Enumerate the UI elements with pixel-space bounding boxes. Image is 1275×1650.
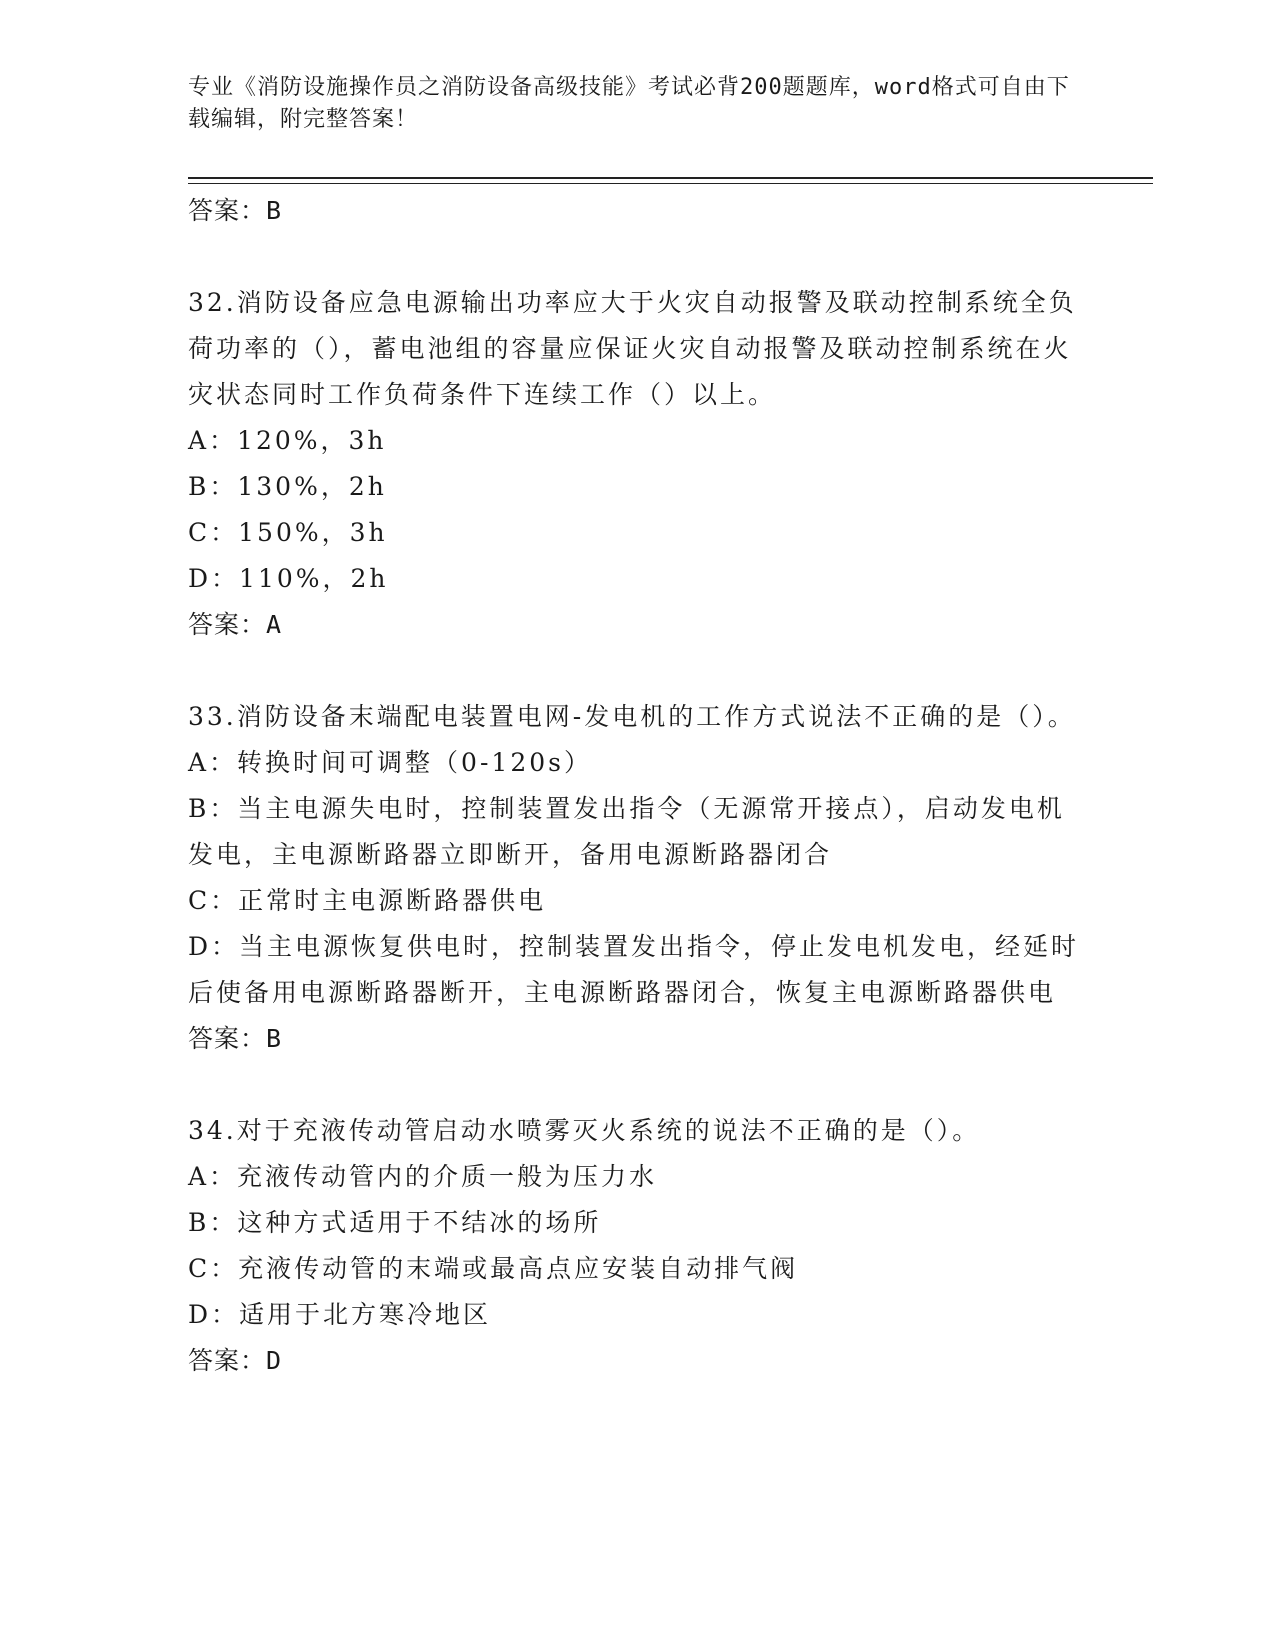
option-b: B：130%，2h (188, 472, 387, 501)
question-stem: 34.对于充液传动管启动水喷雾灭火系统的说法不正确的是（）。 (188, 1116, 981, 1145)
question-stem: 33.消防设备末端配电装置电网-发电机的工作方式说法不正确的是（）。 (188, 702, 1076, 731)
question-answer: 答案：B (188, 1024, 283, 1053)
spacer (188, 1062, 1088, 1108)
question-answer: 答案：D (188, 1346, 283, 1375)
question-32 (188, 280, 1088, 648)
option-b: B：当主电源失电时，控制装置发出指令（无源常开接点），启动发电机发电，主电源断路器立即断开，备用电源断路器闭合 (188, 794, 1065, 869)
question-33 (188, 694, 1088, 1062)
option-d: D：适用于北方寒冷地区 (188, 1300, 492, 1329)
question-list (188, 188, 1088, 1384)
option-c: C：充液传动管的末端或最高点应安装自动排气阀 (188, 1254, 799, 1283)
option-a: A：充液传动管内的介质一般为压力水 (188, 1162, 658, 1191)
option-c: C：150%，3h (188, 518, 388, 547)
option-d: D：110%，2h (188, 564, 389, 593)
option-b: B：这种方式适用于不结冰的场所 (188, 1208, 602, 1237)
header-rule-thick (188, 177, 1153, 179)
spacer (188, 648, 1088, 694)
document-header: 专业《消防设施操作员之消防设备高级技能》考试必背200题题库，word格式可自由下载编辑，附完整答案！ (188, 75, 1070, 132)
option-a: A：120%，3h (188, 426, 387, 455)
previous-answer: 答案：B (188, 196, 283, 225)
question-answer: 答案：A (188, 610, 283, 639)
option-c: C：正常时主电源断路器供电 (188, 886, 547, 915)
spacer (188, 234, 1088, 280)
question-34 (188, 1108, 1088, 1384)
header-rule-thin (188, 183, 1153, 184)
question-stem: 32.消防设备应急电源输出功率应大于火灾自动报警及联动控制系统全负荷功率的（），蓄电池组的容量应保证火灾自动报警及联动控制系统在火灾状态同时工作负荷条件下连续工作（）以上。 (188, 288, 1077, 409)
option-a: A：转换时间可调整（0-120s） (188, 748, 592, 777)
option-d: D：当主电源恢复供电时，控制装置发出指令，停止发电机发电，经延时后使备用电源断路器断开，主电源断路器闭合，恢复主电源断路器供电 (188, 932, 1080, 1007)
